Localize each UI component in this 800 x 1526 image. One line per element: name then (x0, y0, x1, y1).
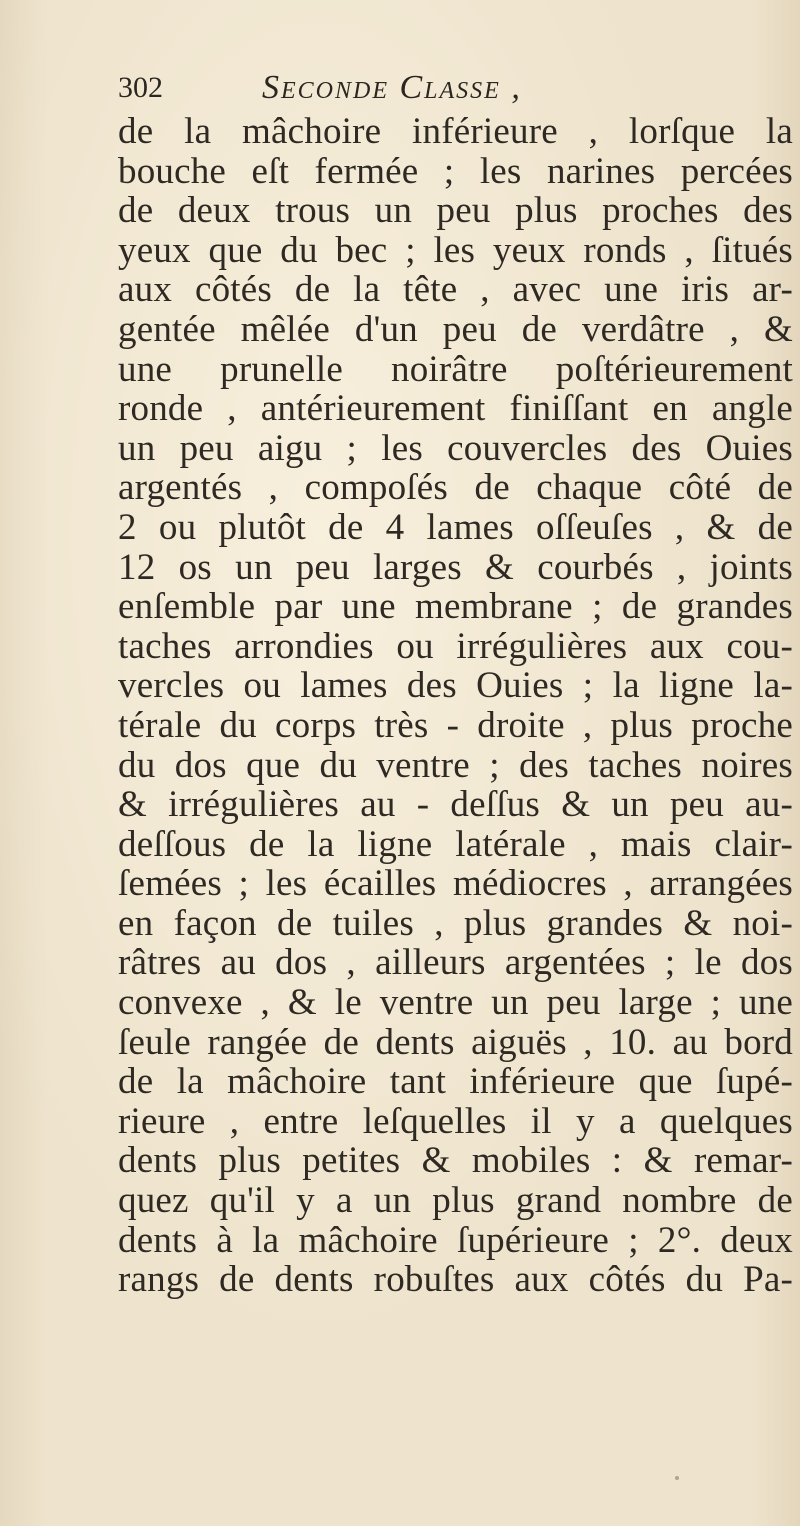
text-line: dents plus petites & mobiles : & remar- (118, 1140, 793, 1182)
running-head: Seconde Classe , (262, 69, 522, 106)
text-line: ronde , antérieurement finiſſant en angle (118, 388, 793, 430)
text-line: quez qu'il y a un plus grand nombre de (118, 1180, 793, 1222)
text-line: deſſous de la ligne latérale , mais clair- (118, 823, 793, 865)
text-line: enſemble par une membrane ; de grandes (118, 586, 793, 628)
text-line: gentée mêlée d'un peu de verdâtre , & (118, 308, 793, 350)
text-line: convexe , & le ventre un peu large ; une (118, 982, 793, 1024)
text-line: du dos que du ventre ; des taches noires (118, 744, 793, 786)
text-line: rangs de dents robuſtes aux côtés du Pa- (118, 1259, 793, 1301)
text-line: une prunelle noirâtre poſtérieurement (118, 348, 793, 390)
text-line: de deux trous un peu plus proches des (118, 190, 793, 232)
text-line: térale du corps très - droite , plus proche (118, 704, 793, 746)
text-line: rieure , entre leſquelles il y a quelques (118, 1100, 793, 1142)
text-line: yeux que du bec ; les yeux ronds , ſitués (118, 229, 793, 271)
text-line: râtres au dos , ailleurs argentées ; le dos (118, 942, 793, 984)
text-line: de la mâchoire inférieure , lorſque la (118, 111, 793, 152)
text-line: 2 ou plutôt de 4 lames oſſeuſes , & de (118, 506, 793, 548)
text-line: bouche eſt fermée ; les narines percées (118, 150, 793, 192)
text-line: dents à la mâchoire ſupérieure ; 2°. deux (118, 1219, 793, 1261)
body-text (118, 112, 793, 1300)
text-line: & irrégulières au - deſſus & un peu au- (118, 784, 793, 826)
text-line: ſemées ; les écailles médiocres , arrangées (118, 863, 793, 905)
text-line: en façon de tuiles , plus grandes & noi- (118, 902, 793, 944)
text-line: taches arrondies ou irrégulières aux cou- (118, 625, 793, 667)
text-line: vercles ou lames des Ouies ; la ligne la- (118, 665, 793, 707)
text-line: aux côtés de la tête , avec une iris ar- (118, 269, 793, 311)
paper-speck (675, 1476, 679, 1480)
text-line: ſeule rangée de dents aiguës , 10. au bord (118, 1021, 793, 1063)
page-header (118, 68, 678, 112)
text-line: un peu aigu ; les couvercles des Ouies (118, 427, 793, 469)
text-line: 12 os un peu larges & courbés , joints (118, 546, 793, 588)
text-line: de la mâchoire tant inférieure que ſupé- (118, 1061, 793, 1103)
text-line: argentés , compoſés de chaque côté de (118, 467, 793, 509)
page-number: 302 (118, 71, 163, 104)
